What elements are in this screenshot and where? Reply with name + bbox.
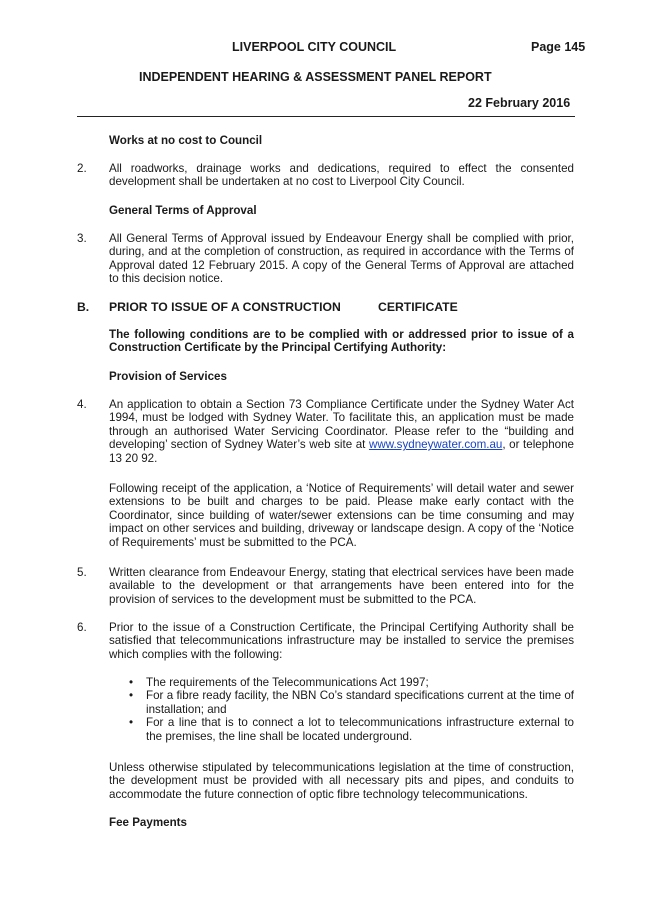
condition-number-5: 5.: [77, 566, 87, 579]
condition-6-text: Prior to the issue of a Construction Certificate, the Principal Certifying Authority shall be satisfied that telecommunications infrastructure may be installed to service the premises which complies with the following:: [109, 621, 574, 661]
heading-general-terms: General Terms of Approval: [109, 204, 257, 217]
header-rule: [77, 116, 575, 117]
condition-4-text-b: , or telephone 13 20 92.: [109, 438, 574, 465]
council-name: LIVERPOOL CITY COUNCIL: [232, 40, 397, 54]
condition-number-2: 2.: [77, 162, 87, 175]
report-title: INDEPENDENT HEARING & ASSESSMENT PANEL REPORT: [139, 70, 492, 84]
heading-works-no-cost: Works at no cost to Council: [109, 134, 263, 147]
telecom-requirements-list: [109, 676, 574, 743]
section-b-intro: The following conditions are to be complied with or addressed prior to issue of a Construction Certificate by the Principal Certifying Authority:: [109, 328, 574, 355]
condition-number-6: 6.: [77, 621, 87, 634]
bullet-text: For a line that is to connect a lot to telecommunications infrastructure external to the premises, the line shall be located underground.: [146, 716, 574, 743]
report-date: 22 February 2016: [468, 96, 571, 110]
sydney-water-link[interactable]: www.sydneywater.com.au: [368, 438, 503, 452]
bullet-text: The requirements of the Telecommunications Act 1997;: [146, 676, 429, 689]
condition-number-4: 4.: [77, 398, 87, 411]
section-title-b: PRIOR TO ISSUE OF A CONSTRUCTION CERTIFICATE: [109, 300, 458, 314]
list-item: [109, 676, 574, 689]
list-item: [109, 689, 574, 716]
bullet-icon: •: [129, 676, 134, 689]
bullet-icon: •: [129, 716, 134, 730]
bullet-icon: •: [129, 689, 134, 703]
condition-4-para-2: Following receipt of the application, a ‘Notice of Requirements’ will detail water and sewer extensions to be built and charges to be paid. Please make early contact with the Coordinator, since building of water/sewer extensions can be time consuming and may impact on other services and building, driveway or landscape design. A copy of the ‘Notice of Requirements’ must be submitted to the PCA.: [109, 482, 574, 549]
page-number: Page 145: [531, 40, 586, 54]
condition-5-text: Written clearance from Endeavour Energy, stating that electrical services have been made available to the development or that arrangements have been entered into for the provision of services to the development must be submitted to the PCA.: [109, 566, 574, 606]
list-item: [109, 716, 574, 743]
condition-6-para-2: Unless otherwise stipulated by telecommunications legislation at the time of construction, the development must be provided with all necessary pits and pipes, and conduits to accommodate the future connection of optic fibre technology telecommunications.: [109, 761, 574, 801]
condition-3-text: All General Terms of Approval issued by Endeavour Energy shall be complied with prior, during, and at the completion of construction, as required in accordance with the Terms of Approval dated 12 February 2015. A copy of the General Terms of Approval are attached to this decision notice.: [109, 232, 574, 286]
bullet-text: For a fibre ready facility, the NBN Co’s standard specifications current at the time of installation; and: [146, 689, 574, 716]
condition-2-text: All roadworks, drainage works and dedications, required to effect the consented development shall be undertaken at no cost to Liverpool City Council.: [109, 162, 574, 189]
condition-number-3: 3.: [77, 232, 87, 245]
section-letter-b: B.: [77, 300, 90, 314]
condition-4-text: [109, 398, 574, 465]
heading-fee-payments: Fee Payments: [109, 816, 187, 829]
heading-provision-services: Provision of Services: [109, 370, 227, 383]
condition-4-text-a: An application to obtain a Section 73 Compliance Certificate under the Sydney Water Act 1994, must be lodged with Sydney Water. To facilitate this, an application must be made through an authorised Water Servicing Coordinator. Please refer to the “building and developing’ section of Sydney Water’s web site at: [109, 398, 574, 452]
